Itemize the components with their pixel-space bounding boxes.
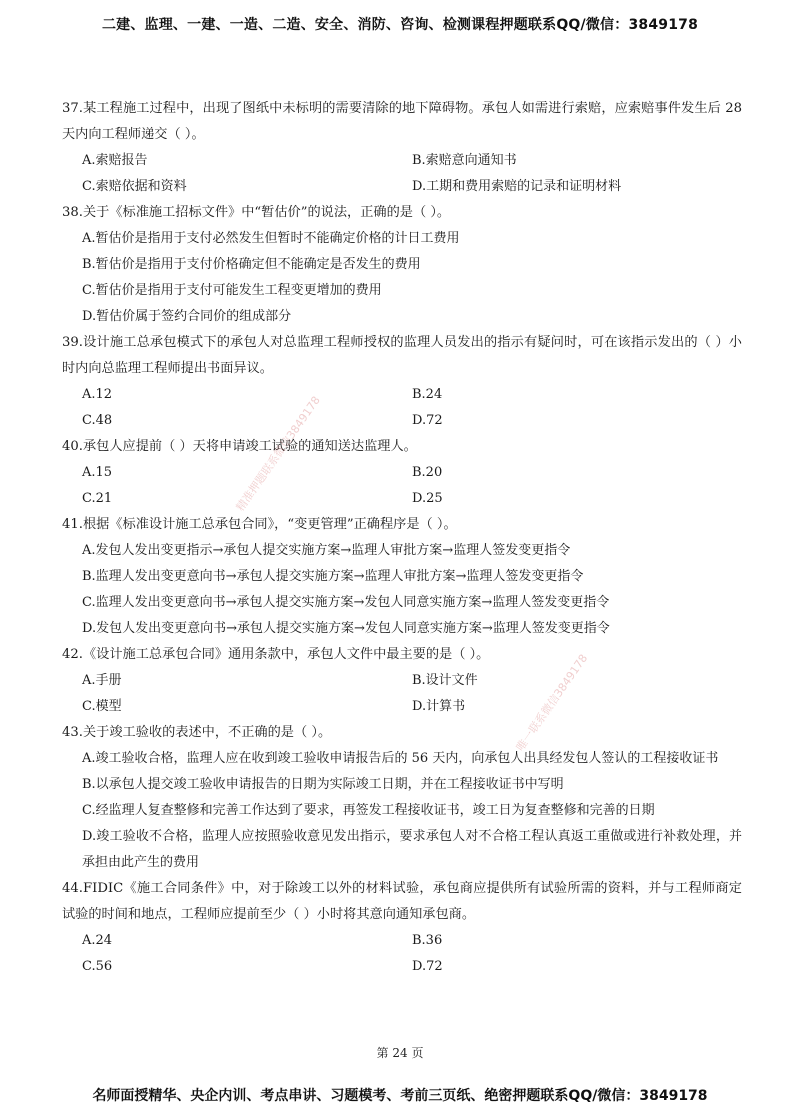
question-41	[62, 512, 742, 642]
option-grid	[62, 382, 742, 434]
option-c: C.经监理人复查整修和完善工作达到了要求，再签发工程接收证书，竣工日为复查整修和完善的日期	[82, 803, 655, 818]
header-banner: 二建、监理、一建、一造、二造、安全、消防、咨询、检测课程押题联系QQ/微信：3849178	[101, 17, 699, 33]
footer-banner: 名师面授精华、央企内训、考点串讲、习题模考、考前三页纸、绝密押题联系QQ/微信：3849178	[92, 1088, 708, 1104]
option-a: A.索赔报告	[82, 153, 148, 168]
question-stem: 42.《设计施工总承包合同》通用条款中，承包人文件中最主要的是（ ）。	[62, 647, 490, 662]
option-d: D.25	[412, 491, 443, 506]
question-stem: 38.关于《标准施工招标文件》中“暂估价”的说法，正确的是（ ）。	[62, 205, 451, 220]
option-d: D.暂估价属于签约合同价的组成部分	[82, 309, 292, 324]
option-a: A.发包人发出变更指示→承包人提交实施方案→监理人审批方案→监理人签发变更指令	[82, 543, 571, 558]
question-stem: 37.某工程施工过程中，出现了图纸中未标明的需要清除的地下障碍物。承包人如需进行索赔，应索赔事件发生后 28 天内向工程师递交（ ）。	[62, 101, 742, 142]
option-c: C.模型	[82, 699, 122, 714]
question-43	[62, 720, 742, 876]
question-40	[62, 434, 742, 512]
option-a: A.12	[82, 387, 113, 402]
option-a: A.暂估价是指用于支付必然发生但暂时不能确定价格的计日工费用	[82, 231, 460, 246]
option-grid	[62, 668, 742, 720]
question-39	[62, 330, 742, 434]
option-d: D.计算书	[412, 699, 466, 714]
option-d: D.发包人发出变更意向书→承包人提交实施方案→发包人同意实施方案→监理人签发变更指令	[82, 621, 610, 636]
option-a: A.24	[82, 933, 113, 948]
option-c: C.21	[82, 491, 113, 506]
question-stem: 44.FIDIC《施工合同条件》中，对于除竣工以外的材料试验，承包商应提供所有试验所需的资料，并与工程师商定试验的时间和地点，工程师应提前至少（ ）小时将其意向通知承包商。	[62, 881, 742, 922]
option-b: B.设计文件	[412, 673, 478, 688]
option-c: C.监理人发出变更意向书→承包人提交实施方案→发包人同意实施方案→监理人签发变更指令	[82, 595, 610, 610]
watermark-second: 唯一联系微信3849178	[513, 651, 591, 754]
option-d: D.竣工验收不合格，监理人应按照验收意见发出指示，要求承包人对不合格工程认真返工重做或进行补救处理，并承担由此产生的费用	[82, 829, 742, 870]
question-list	[62, 96, 742, 980]
page-number: 第 24 页	[376, 1046, 424, 1060]
option-a: A.手册	[82, 673, 122, 688]
option-grid	[62, 928, 742, 980]
option-d: D.72	[412, 413, 443, 428]
question-44	[62, 876, 742, 980]
question-42	[62, 642, 742, 720]
option-a: A.竣工验收合格，监理人应在收到竣工验收申请报告后的 56 天内，向承包人出具经发包人签认的工程接收证书	[82, 751, 719, 766]
question-stem: 39.设计施工总承包模式下的承包人对总监理工程师授权的监理人员发出的指示有疑问时，可在该指示发出的（ ）小时内向总监理工程师提出书面异议。	[62, 335, 742, 376]
question-stem: 40.承包人应提前（ ）天将申请竣工试验的通知送达监理人。	[62, 439, 417, 454]
option-b: B.以承包人提交竣工验收申请报告的日期为实际竣工日期，并在工程接收证书中写明	[82, 777, 564, 792]
option-b: B.24	[412, 387, 443, 402]
option-b: B.36	[412, 933, 443, 948]
option-b: B.20	[412, 465, 443, 480]
option-a: A.15	[82, 465, 113, 480]
watermark-first: 精准押题联系微信3849178	[233, 393, 323, 514]
option-grid	[62, 148, 742, 200]
option-d: D.72	[412, 959, 443, 974]
option-b: B.索赔意向通知书	[412, 153, 517, 168]
question-stem: 41.根据《标准设计施工总承包合同》，“变更管理”正确程序是（ ）。	[62, 517, 457, 532]
option-c: C.48	[82, 413, 113, 428]
option-d: D.工期和费用索赔的记录和证明材料	[412, 179, 622, 194]
option-c: C.索赔依据和资料	[82, 179, 187, 194]
question-37	[62, 96, 742, 200]
option-c: C.暂估价是指用于支付可能发生工程变更增加的费用	[82, 283, 382, 298]
option-grid	[62, 460, 742, 512]
option-c: C.56	[82, 959, 113, 974]
question-stem: 43.关于竣工验收的表述中，不正确的是（ ）。	[62, 725, 332, 740]
question-38	[62, 200, 742, 330]
option-b: B.监理人发出变更意向书→承包人提交实施方案→监理人审批方案→监理人签发变更指令	[82, 569, 584, 584]
option-b: B.暂估价是指用于支付价格确定但不能确定是否发生的费用	[82, 257, 421, 272]
